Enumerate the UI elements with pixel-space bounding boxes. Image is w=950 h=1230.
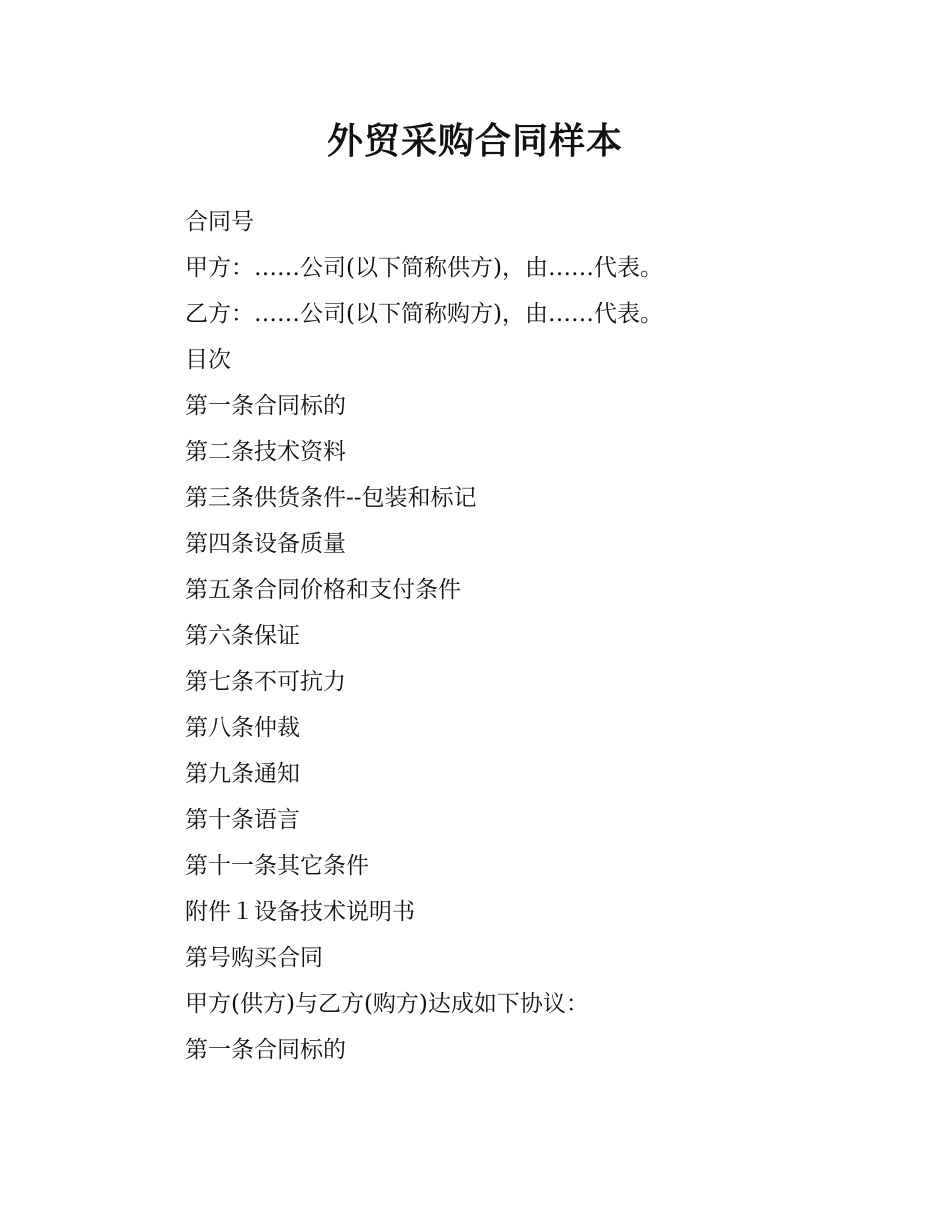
table-of-contents-heading: 目次 (185, 347, 231, 373)
toc-item: 第七条不可抗力 (185, 669, 346, 695)
toc-item: 第二条技术资料 (185, 439, 346, 465)
toc-item: 第九条通知 (185, 761, 300, 787)
document-body (185, 199, 825, 1073)
document-title: 外贸采购合同样本 (326, 121, 623, 162)
toc-item: 第五条合同价格和支付条件 (185, 577, 461, 603)
party-b-line: 乙方：……公司(以下简称购方)，由……代表。 (185, 301, 663, 327)
purchase-contract-number-line: 第号购买合同 (185, 945, 323, 971)
toc-appendix-item: 附件１设备技术说明书 (185, 899, 415, 925)
toc-item: 第四条设备质量 (185, 531, 346, 557)
toc-item: 第六条保证 (185, 623, 300, 649)
section-heading: 第一条合同标的 (185, 1037, 346, 1063)
party-a-line: 甲方：……公司(以下简称供方)，由……代表。 (185, 255, 663, 281)
toc-item: 第八条仲裁 (185, 715, 300, 741)
toc-item: 第十一条其它条件 (185, 853, 369, 879)
agreement-intro-line: 甲方(供方)与乙方(购方)达成如下协议： (185, 991, 589, 1017)
toc-item: 第一条合同标的 (185, 393, 346, 419)
toc-item: 第十条语言 (185, 807, 300, 833)
toc-item: 第三条供货条件--包装和标记 (185, 485, 477, 511)
contract-number-line: 合同号 (185, 209, 254, 235)
